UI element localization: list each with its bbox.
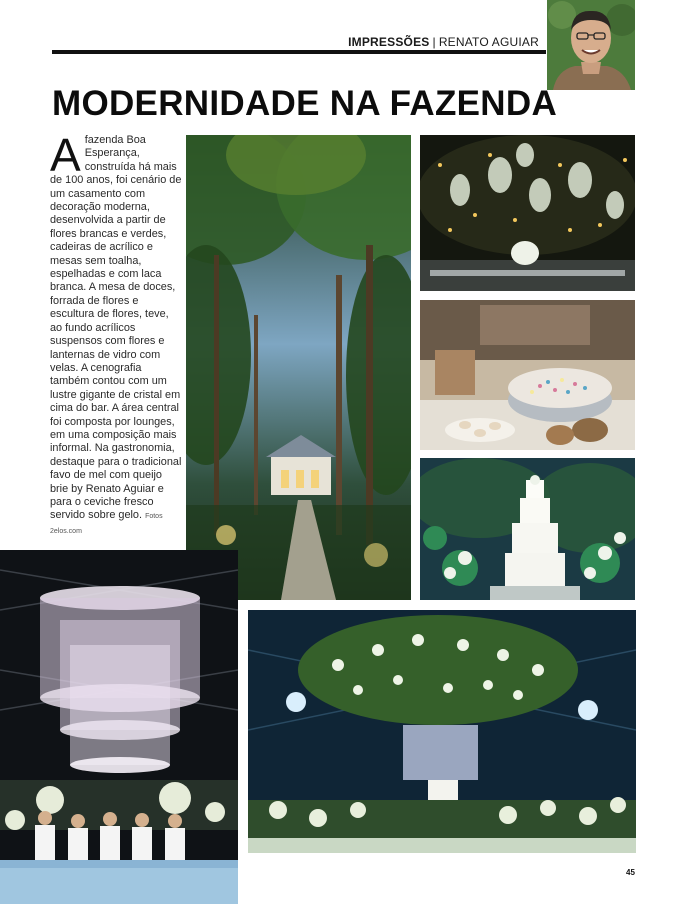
article-title: MODERNIDADE NA FAZENDA — [52, 84, 558, 123]
buffet-table-photo — [420, 300, 635, 450]
tent-hanging-decor-photo — [420, 135, 635, 291]
page-number: 45 — [626, 868, 635, 877]
section-label — [348, 35, 539, 49]
author-name: RENATO AGUIAR — [438, 35, 539, 49]
floral-centerpiece-photo — [248, 610, 636, 853]
article-body-column — [50, 129, 182, 538]
drop-cap: A — [50, 129, 81, 181]
garden-pathway-photo — [186, 135, 411, 600]
header-rule — [52, 50, 546, 54]
article-body: fazenda Boa Esperança, construída há mais de 100 anos, foi cenário de um casamento com decoração moderna, desenvolvida a partir de flores brancas e verdes, cadeiras de acrílico e mesas sem toalha, espelhadas e com laca branca. A mesa de doces, forrada de flores e escultura de flores, teve, ao fundo acrílicos suspensos com flores e lanternas de vidro com velas. A cenografia também contou com um lustre gigante de cristal em cima do bar. A área central foi composta por lounges, em uma composição mais informal. Na gastronomia, destaque para o tradicional favo de mel com queijo brie by Renato Aguiar e para o ceviche fresco servido sobre gelo. — [50, 134, 182, 522]
wedding-cake-photo — [420, 458, 635, 600]
photo-credit: Fotos 2elos.com — [50, 513, 163, 535]
section-name: IMPRESSÕES — [348, 35, 430, 49]
author-photo — [547, 0, 635, 90]
crystal-chandelier-bar-photo — [0, 550, 238, 904]
section-separator: | — [432, 35, 436, 49]
